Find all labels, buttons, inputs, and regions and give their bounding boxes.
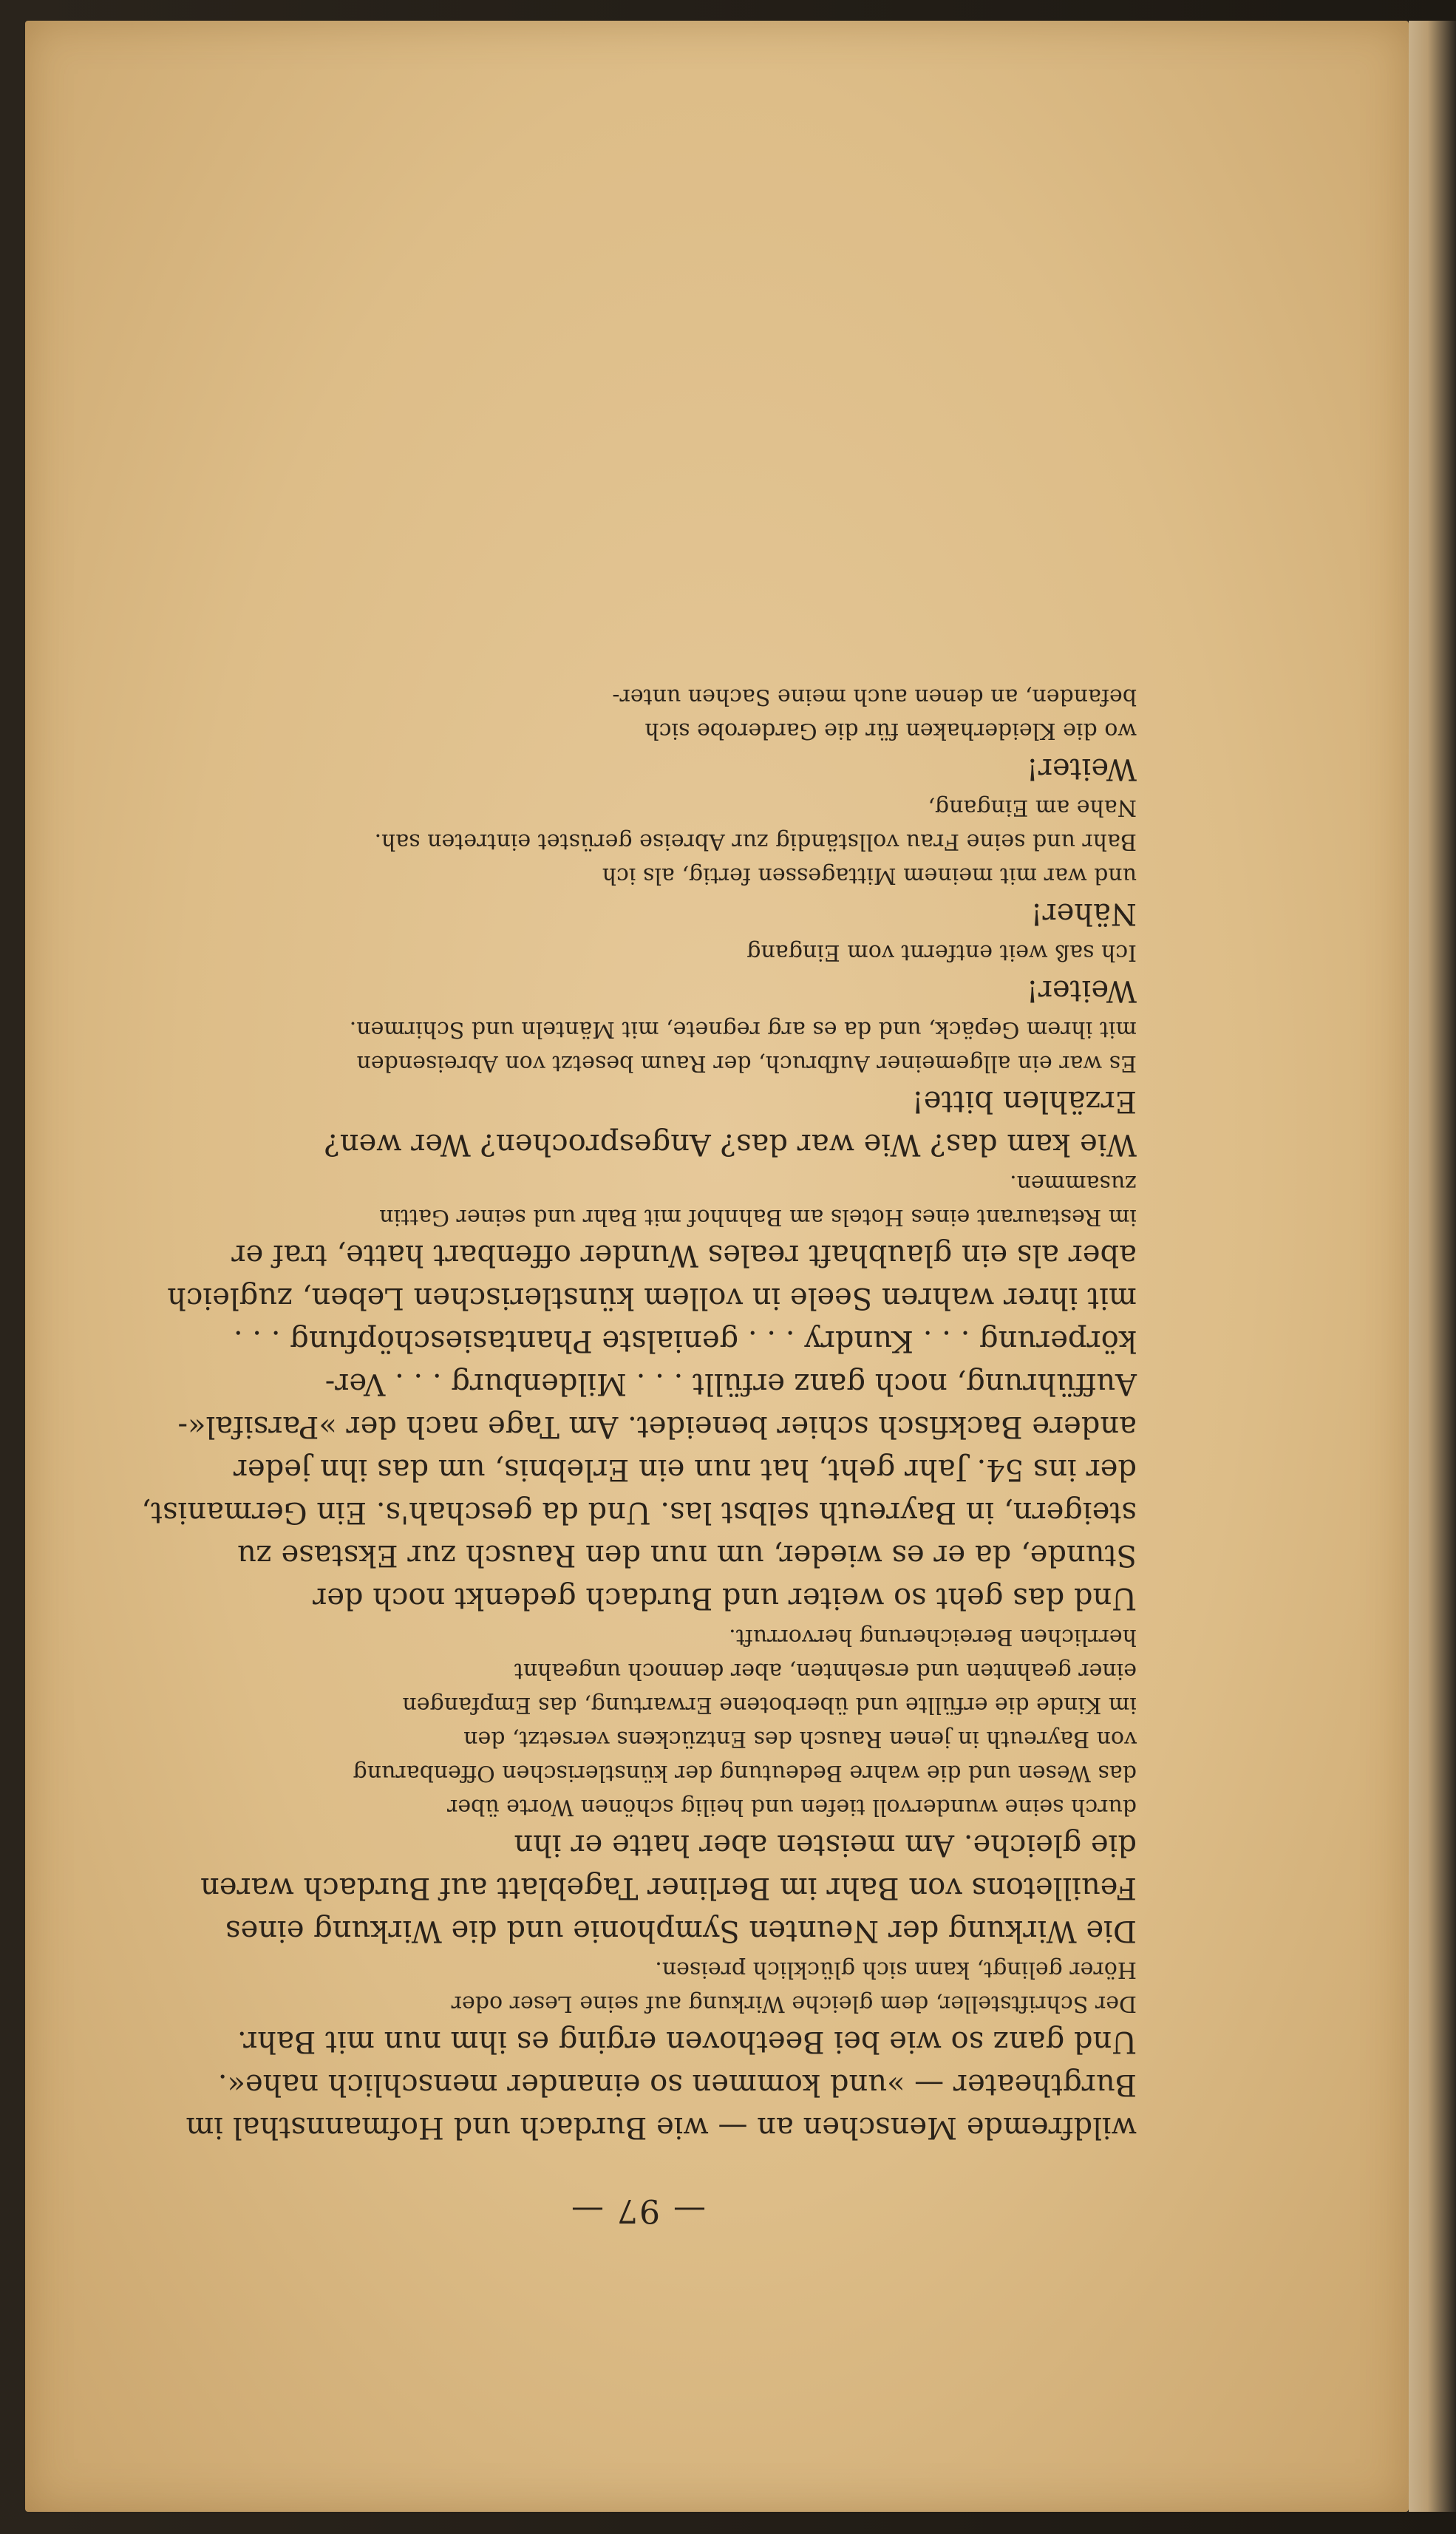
text-line: aber als ein glaubhaft reales Wunder offenbart hatte, traf er: [231, 1238, 1137, 1272]
text-line: wo die Kleiderhaken für die Garderobe sich: [644, 718, 1137, 744]
text-line: Die Wirkung der Neunten Symphonie und die Wirkung eines: [225, 1914, 1137, 1948]
text-line: befanden, an denen auch meine Sachen unter-: [612, 684, 1137, 710]
text-line: zusammen.: [1010, 1170, 1137, 1196]
paragraph: [139, 969, 1137, 1012]
text-line: Der Schriftsteller, dem gleiche Wirkung auf seine Leser oder: [451, 1991, 1137, 2017]
text-line: das Wesen und die wahre Bedeutung der künstlerischen Offenbarung: [353, 1760, 1137, 1786]
text-line: Erzählen bitte!: [911, 1084, 1137, 1118]
text-line: Burgtheater — »und kommen so einander menschlich nahe«.: [217, 2068, 1137, 2102]
text-line: Feuilletons von Bahr im Berliner Tageblatt auf Burdach waren: [200, 1871, 1137, 1905]
text-line: andere Backfisch schier beneidet. Am Tage nach der »Parsifal«-: [177, 1410, 1137, 1444]
text-line: Aufführung, noch ganz erfüllt . . . Mildenburg . . . Ver-: [324, 1367, 1137, 1401]
paragraph: [139, 679, 1137, 747]
text-line: steigern, in Bayreuth selbst las. Und da geschah's. Ein Germanist,: [141, 1495, 1137, 1529]
paragraph: [139, 1166, 1137, 1234]
page-number: — 97 —: [570, 2192, 706, 2229]
text-line: Stunde, da er es wieder, um nun den Rausch zur Ekstase zu: [237, 1538, 1137, 1572]
paragraph: [139, 1234, 1137, 1620]
paragraphs: [139, 679, 1137, 2149]
text-line: wildfremde Menschen an — wie Burdach und Hofmannsthal im: [186, 2110, 1137, 2144]
text-line: die gleiche. Am meisten aber hatte er ihn: [514, 1828, 1137, 1862]
text-line: Ich saß weit entfernt vom Eingang: [746, 940, 1137, 965]
paragraph: [139, 1080, 1137, 1166]
text-line: im Restaurant eines Hotels am Bahnhof mit Bahr und seiner Gattin: [379, 1204, 1137, 1230]
paragraph: [139, 1012, 1137, 1080]
text-line: von Bayreuth in jenen Rausch des Entzückens versetzt, den: [463, 1726, 1137, 1752]
paragraph: [139, 1824, 1137, 1952]
text-line: mit ihrer wahren Seele in vollem künstlerischen Leben, zugleich: [167, 1281, 1137, 1315]
paragraph: [139, 1952, 1137, 2020]
text-line: Und das geht so weiter und Burdach gedenkt noch der: [313, 1581, 1137, 1615]
text-line: Hörer gelingt, kann sich glücklich preisen.: [655, 1957, 1137, 1983]
text-line: Weiter!: [1026, 752, 1137, 786]
text-line: und war mit meinem Mittagessen fertig, als ich: [602, 863, 1137, 889]
book-edge: [1409, 21, 1456, 2512]
paragraph: [139, 2020, 1137, 2149]
paragraph: [139, 935, 1137, 969]
paragraph: [139, 747, 1137, 790]
text-line: mit ihrem Gepäck, und da es arg regnete, mit Mänteln und Schirmen.: [349, 1016, 1137, 1042]
text-line: Wie kam das? Wie war das? Angesprochen? Wer wen?: [324, 1127, 1137, 1161]
text-line: durch seine wundervoll tiefen und heilig schönen Worte über: [446, 1794, 1137, 1820]
text-line: herrlichen Bereicherung hervorruft.: [729, 1624, 1137, 1650]
rotated-text-block: [25, 21, 1409, 2512]
page-content: [139, 679, 1137, 2229]
text-line: Nahe am Eingang,: [928, 795, 1137, 821]
paragraph: [139, 1620, 1137, 1824]
text-line: der ins 54. Jahr geht, hat nun ein Erlebnis, um das ihn jeder: [233, 1453, 1137, 1487]
text-line: Es war ein allgemeiner Aufbruch, der Raum besetzt von Abreisenden: [356, 1050, 1137, 1076]
paragraph: [139, 892, 1137, 935]
book-page: [25, 21, 1409, 2512]
text-line: Näher!: [1030, 897, 1137, 931]
text-line: körperung . . . Kundry . . . genialste Phantasieschöpfung . . .: [233, 1324, 1137, 1358]
text-line: einer geahnten und ersehnten, aber dennoch ungeahnt: [514, 1658, 1137, 1684]
text-line: Weiter!: [1026, 974, 1137, 1008]
paragraph: [139, 790, 1137, 892]
text-line: Bahr und seine Frau vollständig zur Abreise gerüstet eintreten sah.: [374, 829, 1137, 855]
text-line: Und ganz so wie bei Beethoven erging es ihm nun mit Bahr.: [237, 2025, 1137, 2059]
text-line: im Kinde die erfüllte und überbotene Erwartung, das Empfangen: [402, 1692, 1137, 1718]
